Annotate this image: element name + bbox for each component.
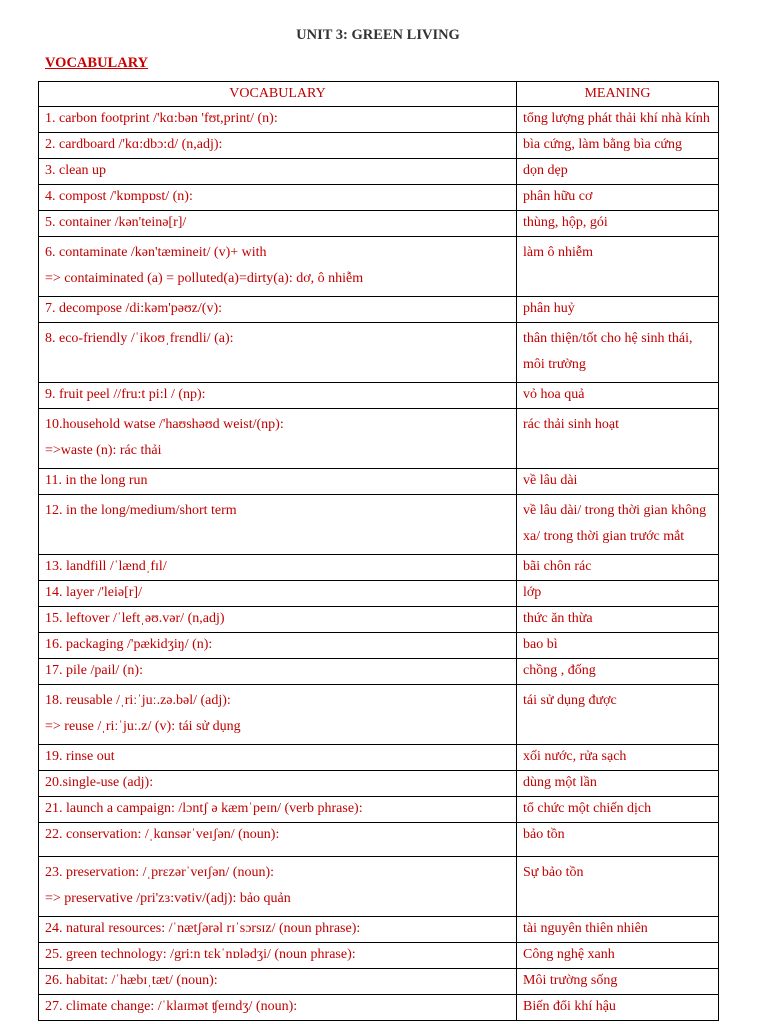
vocab-term-line: =>waste (n): rác thải [45,443,162,458]
meaning-line: phân huỷ [523,301,575,316]
meaning-line: xa/ trong thời gian trước mắt [523,529,685,544]
table-row [39,409,719,469]
vocab-term-line: => preservative /pri'zɜ:vətiv/(adj): bảo quản [45,891,291,906]
vocab-term-cell [39,495,517,555]
vocab-term-cell [39,995,517,1021]
meaning-cell [517,159,719,185]
section-heading: VOCABULARY [45,55,149,71]
meaning-line: bảo tồn [523,827,565,842]
vocab-term-cell [39,797,517,823]
table-row [39,969,719,995]
vocab-term-line: 16. packaging /'pækidʒiŋ/ (n): [45,637,213,652]
vocab-term-line: 1. carbon footprint /'kɑ:bən 'fʊt,print/ (n): [45,111,278,126]
vocab-term-line: => contaiminated (a) = polluted(a)=dirty(a): dơ, ô nhiễm [45,271,364,286]
meaning-line: Biến đổi khí hậu [523,999,616,1014]
meaning-cell [517,969,719,995]
vocab-term-line: 15. leftover /ˈleftˌəʊ.vər/ (n,adj) [45,611,225,626]
table-header-row [39,82,719,107]
table-row [39,211,719,237]
vocab-term-line: 23. preservation: /ˌprɛzərˈveɪʃən/ (noun): [45,865,275,880]
header-vocabulary: VOCABULARY [39,82,517,107]
vocab-term-line: 6. contaminate /kən'tæmineit/ (v)+ with [45,245,267,260]
meaning-cell [517,469,719,495]
meaning-line: lớp [523,585,542,600]
vocab-term-line: 13. landfill /ˈlændˌfɪl/ [45,559,167,574]
vocab-term-cell [39,917,517,943]
vocab-term-line: 8. eco-friendly /ˈikoʊˌfrɛndli/ (a): [45,331,234,346]
vocab-term-cell [39,133,517,159]
vocab-term-line: 4. compost /'kɒmpɒst/ (n): [45,189,193,204]
vocabulary-table [38,81,719,1021]
meaning-cell [517,659,719,685]
vocab-term-line: 12. in the long/medium/short term [45,503,237,518]
vocab-term-cell [39,581,517,607]
meaning-cell [517,995,719,1021]
meaning-line: tái sử dụng được [523,693,617,708]
vocab-term-cell [39,857,517,917]
vocab-term-cell [39,823,517,857]
meaning-cell [517,633,719,659]
meaning-cell [517,211,719,237]
meaning-cell [517,607,719,633]
vocab-term-cell [39,469,517,495]
meaning-line: bìa cứng, làm bằng bìa cứng [523,137,683,152]
meaning-cell [517,133,719,159]
meaning-line: làm ô nhiễm [523,245,593,260]
vocab-term-cell [39,237,517,297]
table-row [39,469,719,495]
vocab-term-cell [39,409,517,469]
vocab-term-cell [39,633,517,659]
meaning-cell [517,917,719,943]
vocab-term-line: 3. clean up [45,163,107,178]
table-row [39,297,719,323]
vocab-term-cell [39,607,517,633]
vocab-term-line: 20.single-use (adj): [45,775,154,790]
vocab-term-cell [39,211,517,237]
table-row [39,943,719,969]
table-row [39,633,719,659]
table-row [39,745,719,771]
vocab-term-line: 18. reusable /ˌriːˈjuː.zə.bəl/ (adj): [45,693,231,708]
vocab-term-line: 25. green technology: /gri:n tɛkˈnɒlədʒi/ (noun phrase): [45,947,356,962]
meaning-line: chồng , đống [523,663,596,678]
table-row [39,495,719,555]
table-row [39,133,719,159]
table-row [39,857,719,917]
table-row [39,771,719,797]
meaning-line: dùng một lần [523,775,597,790]
vocab-term-line: 2. cardboard /'kɑ:dbɔ:d/ (n,adj): [45,137,223,152]
table-row [39,995,719,1021]
table-row [39,823,719,857]
meaning-cell [517,297,719,323]
page-title: UNIT 3: GREEN LIVING [296,27,460,43]
meaning-line: thùng, hộp, gói [523,215,608,230]
meaning-cell [517,771,719,797]
meaning-cell [517,857,719,917]
meaning-cell [517,383,719,409]
meaning-cell [517,581,719,607]
vocab-term-cell [39,383,517,409]
meaning-line: thức ăn thừa [523,611,593,626]
vocab-term-line: 10.household watse /'haʊshəʊd weist/(np): [45,417,284,432]
meaning-line: Sự bảo tồn [523,865,584,880]
meaning-line: vỏ hoa quả [523,387,585,402]
table-row [39,159,719,185]
vocab-term-line: 27. climate change: /ˈklaɪmət ʧeɪndʒ/ (noun): [45,999,298,1014]
meaning-cell [517,237,719,297]
meaning-line: rác thải sinh hoạt [523,417,620,432]
meaning-line: thân thiện/tốt cho hệ sinh thái, [523,331,693,346]
vocab-term-cell [39,685,517,745]
vocab-term-cell [39,185,517,211]
meaning-cell [517,323,719,383]
vocab-term-cell [39,943,517,969]
vocab-term-line: 22. conservation: /ˌkɑnsərˈveɪʃən/ (noun): [45,827,280,842]
table-row [39,685,719,745]
vocab-term-cell [39,297,517,323]
table-row [39,659,719,685]
meaning-line: phân hữu cơ [523,189,593,204]
vocab-term-cell [39,555,517,581]
meaning-cell [517,185,719,211]
vocab-term-line: 21. launch a campaign: /lɔntʃ ə kæmˈpeɪn/ (verb phrase): [45,801,363,816]
meaning-line: tổ chức một chiến dịch [523,801,652,816]
meaning-line: bao bì [523,637,558,652]
vocab-term-line: 17. pile /pail/ (n): [45,663,143,678]
meaning-cell [517,797,719,823]
meaning-cell [517,823,719,857]
vocab-term-line: 19. rinse out [45,749,115,764]
vocab-term-line: => reuse /ˌriːˈjuː.z/ (v): tái sử dụng [45,719,241,734]
meaning-cell [517,745,719,771]
meaning-line: tài nguyên thiên nhiên [523,921,648,936]
table-row [39,383,719,409]
table-row [39,917,719,943]
meaning-line: môi trường [523,357,586,372]
table-row [39,797,719,823]
vocab-term-cell [39,323,517,383]
meaning-line: xối nước, rửa sạch [523,749,627,764]
table-row [39,607,719,633]
meaning-cell [517,555,719,581]
meaning-line: Môi trường sống [523,973,618,988]
meaning-line: dọn dẹp [523,163,568,178]
meaning-cell [517,685,719,745]
vocab-term-cell [39,659,517,685]
vocab-term-line: 24. natural resources: /ˈnætʃərəl rɪˈsɔrsɪz/ (noun phrase): [45,921,361,936]
vocab-term-cell [39,745,517,771]
header-meaning: MEANING [517,82,719,107]
vocab-term-cell [39,159,517,185]
meaning-cell [517,107,719,133]
vocab-term-line: 11. in the long run [45,473,148,488]
table-row [39,237,719,297]
meaning-line: tổng lượng phát thải khí nhà kính [523,111,710,126]
vocab-term-cell [39,107,517,133]
table-row [39,323,719,383]
vocab-term-line: 7. decompose /di:kəm'pəʊz/(v): [45,301,222,316]
vocab-term-cell [39,969,517,995]
meaning-cell [517,943,719,969]
vocab-term-line: 9. fruit peel //fru:t pi:l / (np): [45,387,206,402]
table-row [39,185,719,211]
table-row [39,107,719,133]
vocab-term-cell [39,771,517,797]
table-row [39,555,719,581]
vocab-term-line: 5. container /kən'teinə[r]/ [45,215,187,230]
vocab-term-line: 14. layer /'leiə[r]/ [45,585,142,600]
table-row [39,581,719,607]
meaning-line: bãi chôn rác [523,559,592,574]
meaning-cell [517,495,719,555]
meaning-line: về lâu dài/ trong thời gian không [523,503,707,518]
meaning-line: Công nghệ xanh [523,947,615,962]
meaning-line: về lâu dài [523,473,578,488]
meaning-cell [517,409,719,469]
vocab-term-line: 26. habitat: /ˈhæbɪˌtæt/ (noun): [45,973,218,988]
